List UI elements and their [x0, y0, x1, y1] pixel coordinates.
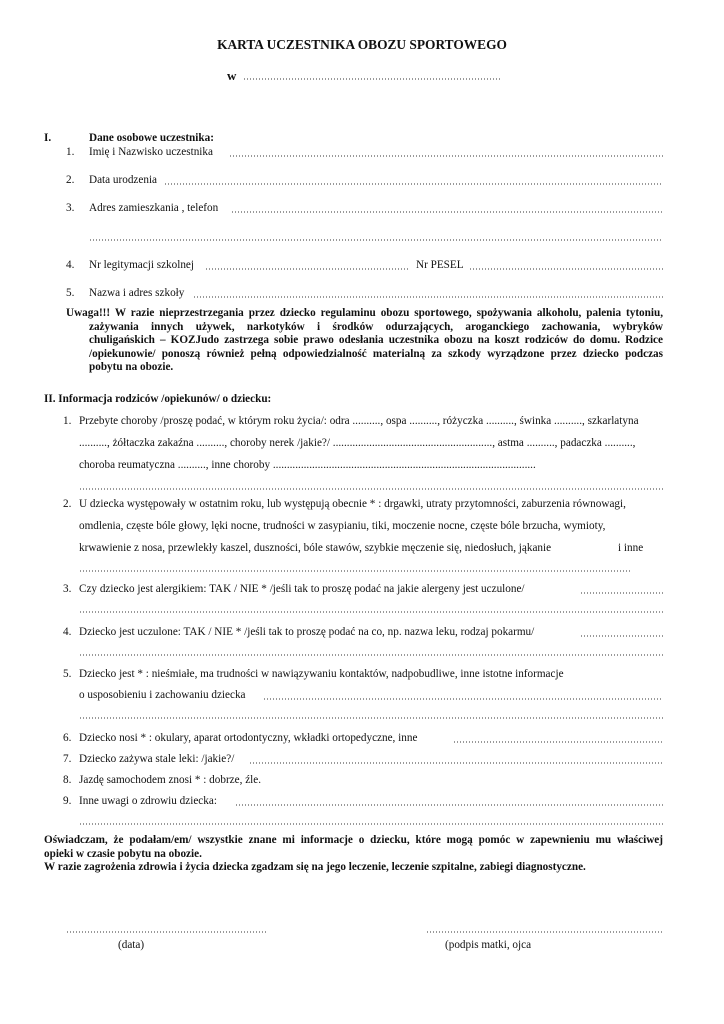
camp-location-prefix: w [227, 68, 237, 83]
warning-line: pobytu na obozie. [89, 361, 174, 374]
address-input-line2[interactable] [89, 239, 663, 241]
address-input[interactable] [231, 211, 663, 213]
warning-line: chuligańskich – KOZJudo zastrzega sobie prawo odesłania uczestnika obozu na koszt rodziców do domu. Rodzice [89, 334, 663, 347]
field-pesel-label: Nr PESEL [416, 259, 464, 271]
date-caption: (data) [118, 939, 145, 951]
warning-line: zażywania innych używek, narkotyków i środków odurzających, aroganckiego zachowania, wybryków [89, 320, 663, 333]
q1-line2: .........., żółtaczka zakaźna .........., choroby nerek /jakie?/ ........................................................., astma .........., padaczka .........., [79, 437, 636, 449]
q9-input-line2[interactable] [79, 823, 663, 825]
camp-location-field[interactable] [243, 78, 501, 80]
field-birth-label: Data urodzenia [89, 174, 158, 186]
parent-signature-input[interactable] [426, 931, 663, 933]
q6-num: 6. [63, 732, 72, 744]
q5-input[interactable] [263, 698, 663, 700]
field-school-num: 5. [66, 287, 75, 299]
q5-line2: o usposobieniu i zachowaniu dziecka [79, 689, 246, 701]
declaration-paragraph [44, 834, 663, 875]
q2-line3-tail: i inne [618, 542, 644, 554]
q2-line2: omdlenia, częste bóle głowy, lęki nocne, trudności w zasypianiu, tiki, moczenie nocne, częste bóle brzucha, wymioty, [79, 520, 606, 532]
declaration-line: Oświadczam, że podałam/em/ wszystkie znane mi informacje o dziecku, które mogą pomóc w zapewnieniu mu właściwej [44, 834, 663, 846]
q4-text: Dziecko jest uczulone: TAK / NIE * /jeśli tak to proszę podać na co, np. nazwa leku, rodzaj pokarmu/ [79, 626, 535, 638]
q4-input[interactable] [580, 635, 663, 637]
q7-input[interactable] [249, 762, 663, 764]
field-school-label: Nazwa i adres szkoły [89, 287, 185, 299]
form-title: KARTA UCZESTNIKA OBOZU SPORTOWEGO [217, 37, 507, 52]
q4-input-line2[interactable] [79, 654, 663, 656]
date-input[interactable] [66, 931, 266, 933]
q4-num: 4. [63, 626, 72, 638]
q5-num: 5. [63, 668, 72, 680]
section-2-heading: II. Informacja rodziców /opiekunów/ o dziecku: [44, 393, 272, 405]
q7-text: Dziecko zażywa stale leki: /jakie?/ [79, 753, 235, 765]
field-address-num: 3. [66, 202, 75, 214]
q1-extra-input[interactable] [79, 488, 663, 490]
declaration-line: opieki w czasie pobytu na obozie. [44, 847, 202, 860]
q8-num: 8. [63, 774, 72, 786]
q6-text: Dziecko nosi * : okulary, aparat ortodontyczny, wkładki ortopedyczne, inne [79, 732, 418, 744]
field-name-label: Imię i Nazwisko uczestnika [89, 146, 213, 158]
school-id-input[interactable] [205, 268, 410, 270]
q1-num: 1. [63, 415, 72, 427]
q9-num: 9. [63, 795, 72, 807]
pesel-input[interactable] [469, 268, 663, 270]
q8-text: Jazdę samochodem znosi * : dobrze, źle. [79, 774, 262, 786]
field-name-num: 1. [66, 146, 75, 158]
q5-input-line2[interactable] [79, 717, 663, 719]
signature-caption: (podpis matki, ojca [445, 939, 532, 951]
q2-line1: U dziecka występowały w ostatnim roku, lub występują obecnie * : drgawki, utraty przytomności, zaburzenia równowagi, [79, 498, 626, 510]
q1-line3: choroba reumatyczna .........., inne choroby .............................................................................................. [79, 459, 536, 471]
name-input[interactable] [229, 155, 663, 157]
q2-num: 2. [63, 498, 72, 510]
q3-text: Czy dziecko jest alergikiem: TAK / NIE * /jeśli tak to proszę podać na jakie alergeny jest uczulone/ [79, 583, 525, 595]
field-birth-num: 2. [66, 174, 75, 186]
q2-line3: krwawienie z nosa, przewlekły kaszel, duszności, bóle stawów, szybkie męczenie się, niedosłuch, jąkanie [79, 542, 552, 554]
q9-input[interactable] [235, 804, 663, 806]
warning-line: /opiekunowie/ ponoszą również pełną odpowiedzialność materialną za szkody wyrządzone przez dziecko podczas [89, 347, 663, 360]
declaration-line: W razie zagrożenia zdrowia i życia dziecka zgadzam się na jego leczenie, leczenie szpitalne, zabiegi diagnostyczne. [44, 861, 586, 874]
warning-line: Uwaga!!! W razie nieprzestrzegania przez dziecko regulaminu obozu sportowego, spożywania alkoholu, palenia tytoniu, [66, 307, 663, 319]
section-1-numeral: I. [44, 132, 52, 144]
q7-num: 7. [63, 753, 72, 765]
warning-paragraph [66, 307, 663, 375]
q3-input-line2[interactable] [79, 611, 663, 613]
q5-line1: Dziecko jest * : nieśmiałe, ma trudności w nawiązywaniu kontaktów, nadpobudliwe, inne istotne informacje [79, 668, 564, 680]
section-1-heading: Dane osobowe uczestnika: [89, 132, 214, 144]
q3-num: 3. [63, 583, 72, 595]
field-school-id-num: 4. [66, 259, 75, 271]
q1-line1: Przebyte choroby /proszę podać, w którym roku życia/: odra .........., ospa .........., różyczka .........., świnka .........., szkarlatyna [79, 415, 639, 427]
school-input[interactable] [193, 296, 663, 298]
q9-text: Inne uwagi o zdrowiu dziecka: [79, 795, 217, 807]
q6-input[interactable] [453, 741, 663, 743]
field-school-id-label: Nr legitymacji szkolnej [89, 259, 195, 271]
q2-input[interactable] [79, 570, 631, 572]
q3-input[interactable] [580, 592, 663, 594]
birth-date-input[interactable] [164, 183, 663, 185]
field-address-label: Adres zamieszkania , telefon [89, 202, 219, 214]
